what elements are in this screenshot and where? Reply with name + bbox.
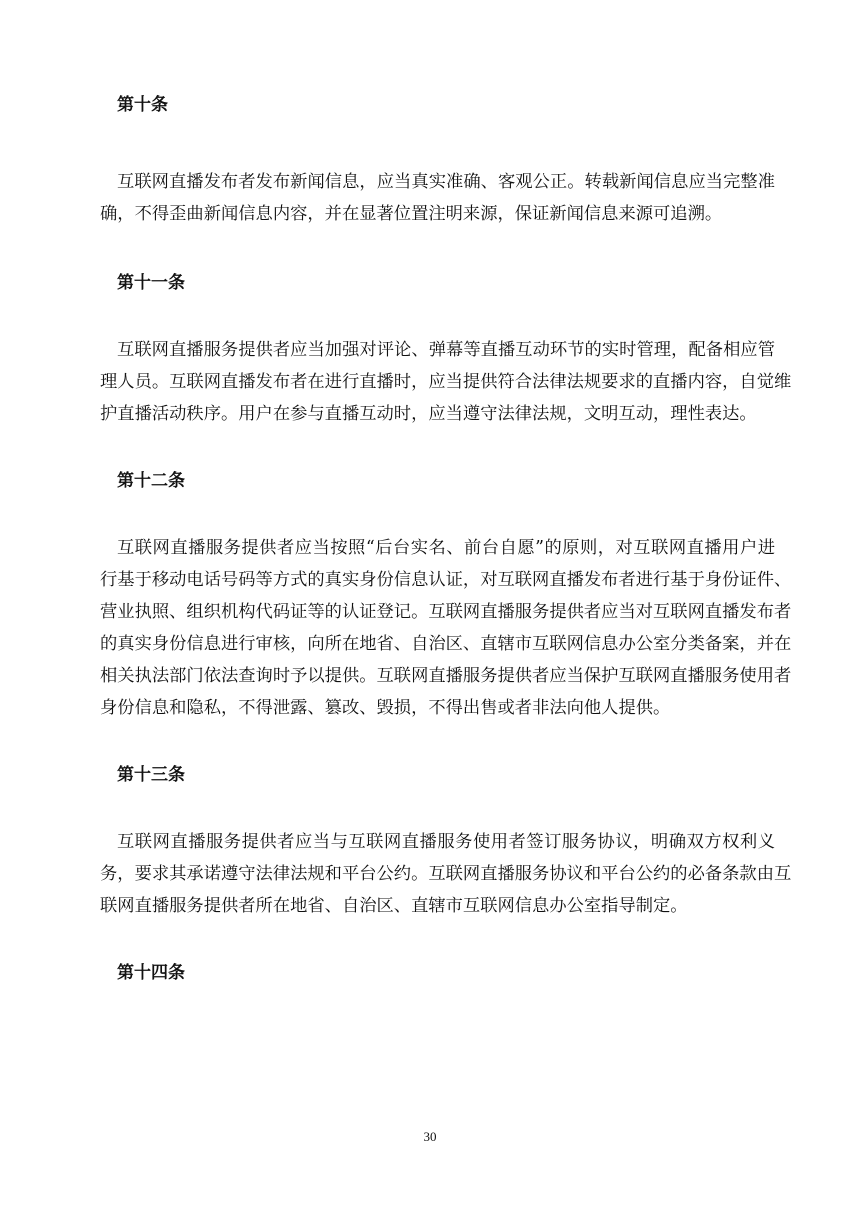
article-heading: 第十二条 — [117, 471, 185, 491]
body-line: 行基于移动电话号码等方式的真实身份信息认证，对互联网直播发布者进行基于身份证件、 — [100, 570, 792, 590]
body-line: 理人员。互联网直播发布者在进行直播时，应当提供符合法律法规要求的直播内容，自觉维 — [100, 372, 792, 392]
body-line: 务，要求其承诺遵守法律法规和平台公约。互联网直播服务协议和平台公约的必备条款由互 — [100, 864, 792, 884]
article-heading: 第十一条 — [117, 273, 185, 293]
body-line: 联网直播服务提供者所在地省、自治区、直辖市互联网信息办公室指导制定。 — [100, 896, 688, 916]
document-content — [100, 92, 792, 986]
article-heading: 第十条 — [117, 95, 168, 115]
body-line: 身份信息和隐私，不得泄露、篡改、毁损，不得出售或者非法向他人提供。 — [100, 698, 671, 718]
body-line: 互联网直播服务提供者应当按照“后台实名、前台自愿”的原则，对互联网直播用户进 — [117, 538, 775, 558]
body-line: 确，不得歪曲新闻信息内容，并在显著位置注明来源，保证新闻信息来源可追溯。 — [100, 204, 723, 224]
article-10 — [100, 92, 775, 230]
body-line: 互联网直播发布者发布新闻信息，应当真实准确、客观公正。转载新闻信息应当完整准 — [117, 172, 775, 192]
article-11 — [100, 270, 792, 430]
page-number: 30 — [423, 1129, 437, 1144]
article-heading: 第十四条 — [117, 963, 185, 983]
body-line: 互联网直播服务提供者应当加强对评论、弹幕等直播互动环节的实时管理，配备相应管 — [117, 340, 775, 360]
article-body — [100, 532, 792, 724]
body-line: 营业执照、组织机构代码证等的认证登记。互联网直播服务提供者应当对互联网直播发布者 — [100, 602, 792, 622]
body-line: 相关执法部门依法查询时予以提供。互联网直播服务提供者应当保护互联网直播服务使用者 — [100, 666, 792, 686]
article-heading: 第十三条 — [117, 765, 185, 785]
article-body — [100, 826, 792, 922]
article-body — [100, 166, 775, 230]
article-12 — [100, 468, 792, 724]
body-line: 护直播活动秩序。用户在参与直播互动时，应当遵守法律法规，文明互动，理性表达。 — [100, 404, 757, 424]
article-body — [100, 334, 792, 430]
body-line: 的真实身份信息进行审核，向所在地省、自治区、直辖市互联网信息办公室分类备案，并在 — [100, 634, 792, 654]
article-13 — [100, 762, 792, 922]
article-14 — [117, 960, 775, 986]
body-line: 互联网直播服务提供者应当与互联网直播服务使用者签订服务协议，明确双方权利义 — [117, 832, 775, 852]
